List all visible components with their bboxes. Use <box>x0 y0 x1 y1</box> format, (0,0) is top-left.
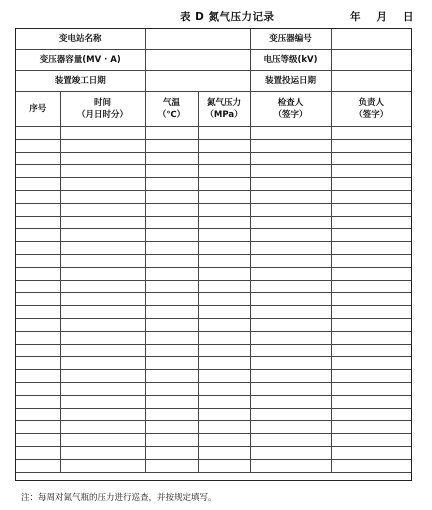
table-row <box>16 178 411 191</box>
col-header-nitrogen-pressure <box>198 92 250 127</box>
table-cell[interactable] <box>60 267 145 280</box>
table-cell[interactable] <box>145 344 198 357</box>
table-cell[interactable] <box>198 344 250 357</box>
table-cell[interactable] <box>145 357 198 370</box>
table-row <box>16 254 411 267</box>
table-row <box>16 331 411 344</box>
table-row <box>16 203 411 216</box>
table-cell[interactable] <box>331 280 411 293</box>
table-cell[interactable] <box>331 152 411 165</box>
table-cell[interactable] <box>60 434 145 447</box>
table-cell[interactable] <box>60 459 145 472</box>
table-cell[interactable] <box>145 165 198 178</box>
table-row <box>16 306 411 319</box>
table-cell[interactable] <box>60 395 145 408</box>
table-cell[interactable] <box>145 216 198 229</box>
info-row-substation <box>16 29 411 50</box>
table-cell[interactable] <box>60 382 145 395</box>
table-cell[interactable] <box>60 370 145 383</box>
table-cell[interactable] <box>16 280 60 293</box>
table-cell[interactable] <box>60 318 145 331</box>
col-header-pressure-text: 氮气压力 <box>207 97 242 108</box>
table-cell[interactable] <box>331 434 411 447</box>
table-cell[interactable] <box>16 242 60 255</box>
table-cell[interactable] <box>198 203 250 216</box>
table-row <box>16 408 411 421</box>
table-cell[interactable] <box>250 331 331 344</box>
table-cell[interactable] <box>250 434 331 447</box>
table-cell[interactable] <box>16 229 60 242</box>
table-cell[interactable] <box>198 152 250 165</box>
table-cell[interactable] <box>250 165 331 178</box>
table-cell[interactable] <box>250 459 331 472</box>
table-cell[interactable] <box>331 127 411 140</box>
table-cell[interactable] <box>16 165 60 178</box>
table-cell[interactable] <box>145 152 198 165</box>
col-header-temperature-text: 气温 <box>163 97 181 108</box>
table-cell[interactable] <box>331 370 411 383</box>
table-cell[interactable] <box>198 242 250 255</box>
table-row <box>16 229 411 242</box>
col-header-index <box>16 92 60 127</box>
table-cell[interactable] <box>331 203 411 216</box>
table-cell[interactable] <box>60 421 145 434</box>
date-year-label: 年 <box>350 11 361 23</box>
table-cell[interactable] <box>16 331 60 344</box>
table-cell[interactable] <box>145 178 198 191</box>
table-cell[interactable] <box>16 446 60 459</box>
transformer-number-value[interactable] <box>331 29 411 50</box>
table-cell[interactable] <box>250 242 331 255</box>
table-cell[interactable] <box>198 459 250 472</box>
table-cell[interactable] <box>198 165 250 178</box>
table-cell[interactable] <box>145 331 198 344</box>
table-cell[interactable] <box>145 242 198 255</box>
col-header-supervisor <box>331 92 411 127</box>
table-cell[interactable] <box>198 421 250 434</box>
table-cell[interactable] <box>331 216 411 229</box>
table-cell[interactable] <box>198 216 250 229</box>
table-cell[interactable] <box>250 408 331 421</box>
table-cell[interactable] <box>250 190 331 203</box>
table-row <box>16 395 411 408</box>
table-row <box>16 446 411 459</box>
table-cell[interactable] <box>250 139 331 152</box>
table-cell[interactable] <box>145 382 198 395</box>
table-cell[interactable] <box>250 395 331 408</box>
table-row <box>16 165 411 178</box>
table-cell[interactable] <box>198 254 250 267</box>
table-cell[interactable] <box>331 446 411 459</box>
table-cell[interactable] <box>331 318 411 331</box>
table-cell[interactable] <box>331 408 411 421</box>
table-cell[interactable] <box>60 331 145 344</box>
col-header-index-text: 序号 <box>29 103 47 114</box>
table-cell[interactable] <box>198 190 250 203</box>
table-cell[interactable] <box>145 190 198 203</box>
table-cell[interactable] <box>16 357 60 370</box>
col-header-pressure-unit: （MPa） <box>205 110 243 120</box>
table-cell[interactable] <box>250 421 331 434</box>
table-cell[interactable] <box>145 229 198 242</box>
table-row <box>16 434 411 447</box>
table-row <box>16 190 411 203</box>
table-row <box>16 267 411 280</box>
table-cell[interactable] <box>145 127 198 140</box>
table-cell[interactable] <box>145 446 198 459</box>
col-header-inspector <box>250 92 331 127</box>
table-cell[interactable] <box>250 152 331 165</box>
table-row <box>16 382 411 395</box>
table-row <box>16 139 411 152</box>
table-cell[interactable] <box>331 421 411 434</box>
table-cell[interactable] <box>198 395 250 408</box>
table-cell[interactable] <box>331 344 411 357</box>
table-cell[interactable] <box>16 408 60 421</box>
table-row <box>16 293 411 306</box>
table-cell[interactable] <box>250 254 331 267</box>
table-cell[interactable] <box>16 293 60 306</box>
table-cell[interactable] <box>198 357 250 370</box>
table-cell[interactable] <box>60 203 145 216</box>
table-cell[interactable] <box>60 178 145 191</box>
table-row <box>16 242 411 255</box>
table-cell[interactable] <box>16 178 60 191</box>
completion-date-label: 装置竣工日期 <box>16 71 145 92</box>
substation-name-value[interactable] <box>145 29 250 50</box>
table-cell[interactable] <box>60 216 145 229</box>
table-cell[interactable] <box>250 216 331 229</box>
table-cell[interactable] <box>145 139 198 152</box>
date-labels <box>350 9 414 24</box>
table-row <box>16 216 411 229</box>
col-header-supervisor-sign: （签字） <box>354 110 389 120</box>
col-header-inspector-text: 检查人 <box>277 97 304 108</box>
table-cell[interactable] <box>16 152 60 165</box>
date-month-label: 月 <box>376 11 387 23</box>
table-cell[interactable] <box>16 344 60 357</box>
table-cell[interactable] <box>16 216 60 229</box>
table-cell[interactable] <box>331 178 411 191</box>
table-cell[interactable] <box>250 229 331 242</box>
table-cell[interactable] <box>60 344 145 357</box>
record-rows <box>16 127 411 473</box>
table-cell[interactable] <box>331 254 411 267</box>
table-cell[interactable] <box>16 421 60 434</box>
table-cell[interactable] <box>16 127 60 140</box>
table-cell[interactable] <box>331 190 411 203</box>
table-cell[interactable] <box>60 408 145 421</box>
table-cell[interactable] <box>250 382 331 395</box>
table-cell[interactable] <box>198 293 250 306</box>
table-cell[interactable] <box>250 203 331 216</box>
table-cell[interactable] <box>331 382 411 395</box>
table-cell[interactable] <box>198 408 250 421</box>
table-cell[interactable] <box>198 446 250 459</box>
table-cell[interactable] <box>250 178 331 191</box>
col-header-temperature <box>145 92 198 127</box>
table-cell[interactable] <box>60 190 145 203</box>
voltage-level-label: 电压等级(kV) <box>250 50 331 71</box>
table-cell[interactable] <box>198 267 250 280</box>
table-row <box>16 370 411 383</box>
table-cell[interactable] <box>16 267 60 280</box>
table-cell[interactable] <box>60 306 145 319</box>
table-cell[interactable] <box>250 306 331 319</box>
transformer-capacity-label: 变压器容量(MV · A) <box>16 50 145 71</box>
voltage-level-value[interactable] <box>331 50 411 71</box>
table-cell[interactable] <box>250 267 331 280</box>
table-cell[interactable] <box>60 229 145 242</box>
table-cell[interactable] <box>16 382 60 395</box>
table-cell[interactable] <box>16 318 60 331</box>
table-cell[interactable] <box>16 139 60 152</box>
transformer-capacity-value[interactable] <box>145 50 250 71</box>
table-cell[interactable] <box>198 434 250 447</box>
table-cell[interactable] <box>60 293 145 306</box>
table-cell[interactable] <box>198 370 250 383</box>
table-cell[interactable] <box>16 306 60 319</box>
table-cell[interactable] <box>250 370 331 383</box>
table-cell[interactable] <box>198 318 250 331</box>
table-cell[interactable] <box>60 254 145 267</box>
table-cell[interactable] <box>250 446 331 459</box>
date-day-label: 日 <box>403 11 414 23</box>
table-cell[interactable] <box>331 242 411 255</box>
table-cell[interactable] <box>198 127 250 140</box>
table-cell[interactable] <box>60 357 145 370</box>
completion-date-value[interactable] <box>145 71 250 92</box>
table-cell[interactable] <box>331 331 411 344</box>
table-cell[interactable] <box>145 370 198 383</box>
col-header-time-text: 时间 <box>94 97 112 108</box>
info-row-dates <box>16 71 411 92</box>
table-cell[interactable] <box>60 165 145 178</box>
table-cell[interactable] <box>250 318 331 331</box>
page-title: 表 D 氮气压力记录 <box>180 11 275 23</box>
table-cell[interactable] <box>16 395 60 408</box>
table-cell[interactable] <box>60 139 145 152</box>
column-header-row <box>16 92 411 127</box>
table-cell[interactable] <box>145 293 198 306</box>
record-form-table <box>15 28 412 481</box>
table-cell[interactable] <box>16 459 60 472</box>
commissioning-date-label: 装置投运日期 <box>250 71 331 92</box>
table-cell[interactable] <box>198 306 250 319</box>
table-cell[interactable] <box>198 139 250 152</box>
table-row <box>16 357 411 370</box>
col-header-inspector-sign: （签字） <box>273 110 308 120</box>
table-cell[interactable] <box>60 446 145 459</box>
table-cell[interactable] <box>145 459 198 472</box>
substation-name-label: 变电站名称 <box>16 29 145 50</box>
transformer-number-label: 变压器编号 <box>250 29 331 50</box>
col-header-temperature-unit: （℃） <box>157 110 186 120</box>
table-cell[interactable] <box>145 254 198 267</box>
table-cell[interactable] <box>331 459 411 472</box>
table-row <box>16 344 411 357</box>
table-cell[interactable] <box>250 293 331 306</box>
table-cell[interactable] <box>145 408 198 421</box>
table-cell[interactable] <box>331 229 411 242</box>
table-cell[interactable] <box>60 152 145 165</box>
table-cell[interactable] <box>16 203 60 216</box>
table-cell[interactable] <box>198 178 250 191</box>
table-cell[interactable] <box>250 280 331 293</box>
table-cell[interactable] <box>145 306 198 319</box>
table-cell[interactable] <box>331 306 411 319</box>
table-cell[interactable] <box>145 421 198 434</box>
table-cell[interactable] <box>145 203 198 216</box>
table-cell[interactable] <box>60 280 145 293</box>
table-cell[interactable] <box>16 434 60 447</box>
table-cell[interactable] <box>331 357 411 370</box>
table-cell[interactable] <box>198 229 250 242</box>
table-row <box>16 152 411 165</box>
table-cell[interactable] <box>145 280 198 293</box>
table-cell[interactable] <box>60 127 145 140</box>
table-cell[interactable] <box>198 280 250 293</box>
table-row <box>16 459 411 472</box>
table-cell[interactable] <box>60 242 145 255</box>
footer-note: 注：每周对氮气瓶的压力进行巡查，并按规定填写。 <box>21 493 217 503</box>
table-cell[interactable] <box>145 318 198 331</box>
table-row <box>16 280 411 293</box>
table-cell[interactable] <box>331 165 411 178</box>
table-cell[interactable] <box>145 267 198 280</box>
table-cell[interactable] <box>250 357 331 370</box>
col-header-time <box>60 92 145 127</box>
table-cell[interactable] <box>16 190 60 203</box>
info-row-capacity <box>16 50 411 71</box>
table-cell[interactable] <box>145 395 198 408</box>
table-cell[interactable] <box>331 139 411 152</box>
table-cell[interactable] <box>331 267 411 280</box>
table-cell[interactable] <box>198 382 250 395</box>
col-header-supervisor-text: 负责人 <box>358 97 385 108</box>
table-cell[interactable] <box>250 127 331 140</box>
table-cell[interactable] <box>331 395 411 408</box>
table-row <box>16 318 411 331</box>
table-cell[interactable] <box>145 434 198 447</box>
col-header-time-unit: （月日时分） <box>77 110 129 120</box>
commissioning-date-value[interactable] <box>331 71 411 92</box>
table-cell[interactable] <box>198 331 250 344</box>
table-cell[interactable] <box>16 370 60 383</box>
table-row <box>16 127 411 140</box>
table-cell[interactable] <box>331 293 411 306</box>
table-cell[interactable] <box>250 344 331 357</box>
table-cell[interactable] <box>16 254 60 267</box>
table-row <box>16 421 411 434</box>
